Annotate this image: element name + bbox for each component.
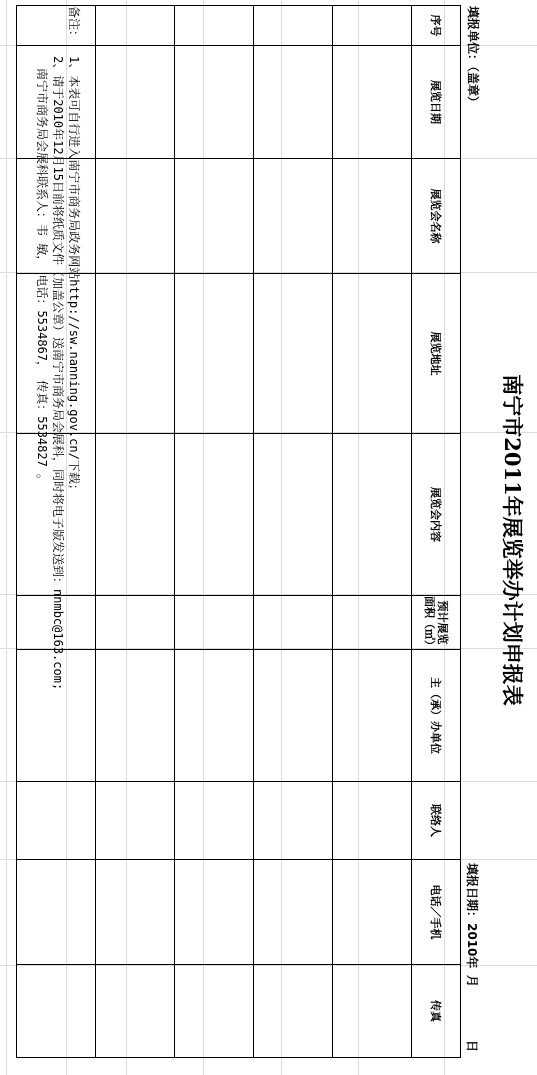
table-cell[interactable] [96,6,175,46]
table-cell[interactable] [175,434,254,596]
table-cell[interactable] [333,596,412,650]
table-row [175,6,254,1058]
reporting-date-day: 日 [465,1040,479,1053]
reporting-date-label: 填报日期：2010年 [465,863,479,969]
table-row [254,6,333,1058]
table-cell[interactable] [254,596,333,650]
table-cell[interactable] [254,159,333,274]
table-cell[interactable] [254,46,333,159]
col-header-contact-person: 联络人 [412,782,461,860]
col-header-estimated-area: 预计展览面积（㎡） [412,596,461,650]
table-cell[interactable] [96,782,175,860]
table-cell[interactable] [96,965,175,1058]
table-cell[interactable] [96,650,175,782]
table-cell[interactable] [175,650,254,782]
table-cell[interactable] [333,434,412,596]
col-header-index: 序号 [412,6,461,46]
form-title: 南宁市2011年展览举办计划申报表 [500,374,525,706]
col-header-exhibition-name: 展览会名称 [412,159,461,274]
table-cell[interactable] [333,650,412,782]
table-cell[interactable] [175,274,254,434]
table-cell[interactable] [333,965,412,1058]
notes-section [34,6,82,1066]
table-cell[interactable] [96,434,175,596]
notes-prefix: 备注： [67,6,81,43]
col-header-exhibition-address: 展览地址 [412,274,461,434]
table-row [333,6,412,1058]
note-text-3: 南宁市商务局会展科联系人：韦 敏， 电话：5534867， 传真：5534827 。 [35,68,49,487]
table-cell[interactable] [175,782,254,860]
table-cell[interactable] [254,650,333,782]
col-header-fax: 传真 [412,965,461,1058]
table-cell[interactable] [175,596,254,650]
table-cell[interactable] [175,46,254,159]
note-text-2: 2、请于2010年12月15日前将纸质文件（加盖公章）送南宁市商务局会展科，同时将电子版发送到：nnmbc@163.com; [51,56,65,691]
table-cell[interactable] [175,965,254,1058]
note-text-1: 1、本表可自行进入南宁市商务局政务网站http://sw.nanning.gov.cn/下载； [67,56,81,496]
note-line-2 [50,6,66,1066]
table-cell[interactable] [333,782,412,860]
table-cell[interactable] [96,159,175,274]
table-cell[interactable] [333,274,412,434]
table-cell[interactable] [175,860,254,965]
table-cell[interactable] [96,274,175,434]
table-header-row [412,6,461,1058]
table-cell[interactable] [175,6,254,46]
reporting-unit-label: 填报单位：（盖章） [466,6,480,109]
table-cell[interactable] [254,782,333,860]
col-header-exhibition-content: 展览会内容 [412,434,461,596]
note-line-3 [34,6,50,1066]
table-cell[interactable] [254,434,333,596]
table-cell[interactable] [96,860,175,965]
table-cell[interactable] [254,274,333,434]
col-header-organizer: 主（承）办单位 [412,650,461,782]
note-line-1 [66,6,82,1066]
table-cell[interactable] [333,860,412,965]
gridline [6,0,7,1075]
table-cell[interactable] [175,159,254,274]
reporting-date-month: 月 [465,975,479,988]
table-row [96,6,175,1058]
table-cell[interactable] [254,6,333,46]
table-cell[interactable] [96,596,175,650]
table-cell[interactable] [333,46,412,159]
col-header-exhibition-date: 展览日期 [412,46,461,159]
exhibition-plan-table [16,5,461,1058]
table-cell[interactable] [254,860,333,965]
col-header-phone: 电话／手机 [412,860,461,965]
table-cell[interactable] [254,965,333,1058]
table-cell[interactable] [333,6,412,46]
table-cell[interactable] [333,159,412,274]
table-cell[interactable] [96,46,175,159]
